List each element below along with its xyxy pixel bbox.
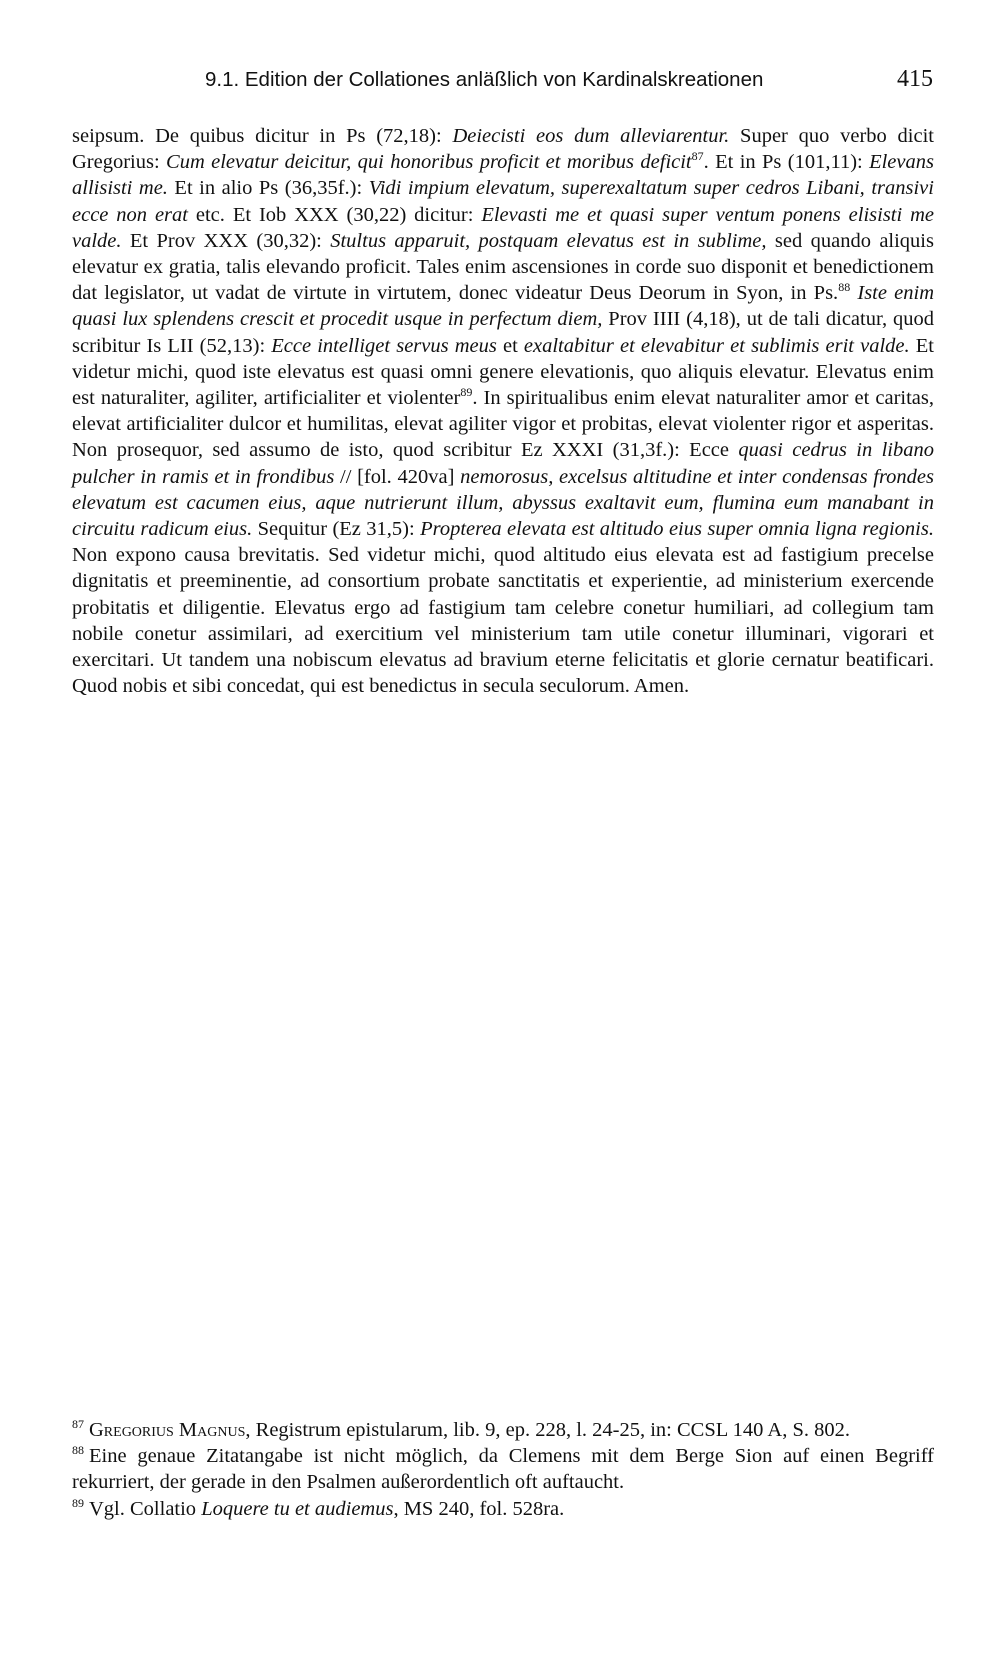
text-run: Non expono causa brevitatis. Sed videtur michi, quod altitudo eius elevata est ad fastigium precelse dignitatis et preeminentie, ad consortium probate sanctitatis et experientie, ad ministerium exercende probitatis et diligentie. Elevatus ergo ad fastigium tam celebre conetur humiliari, ad collegium tam nobile conetur assimilari, ad exercitium vel ministerium tam utile conetur illuminari, vigorari et exercitari. Ut tandem una nobiscum elevatus ad bravium eterne felicitatis et glorie cernatur beatificari. Quod nobis et sibi concedat, qui est benedictus in secula seculorum. Amen. xyxy=(72,544,934,698)
footnote-88 xyxy=(72,1443,934,1495)
text-run: etc. Et Iob XXX (30,22) dicitur: xyxy=(187,203,482,226)
text-run: Et in alio Ps (36,35f.): xyxy=(167,177,369,200)
running-head xyxy=(205,66,933,100)
footnote-ref-87[interactable]: 87 xyxy=(691,149,704,164)
footnote-mark: 88 xyxy=(72,1443,84,1458)
body-paragraph xyxy=(72,123,934,699)
text-run: et xyxy=(496,334,524,357)
page-number: 415 xyxy=(897,66,933,92)
text-run: Sequitur (Ez 31,5): xyxy=(252,518,421,541)
footnote-text: , Registrum epistularum, lib. 9, ep. 228, l. 24-25, in: CCSL 140 A, S. 802. xyxy=(245,1419,850,1441)
text-run: seipsum. De quibus dicitur in Ps (72,18): xyxy=(72,125,453,147)
italic-quote: Stultus apparuit, postquam elevatus est in sublime, xyxy=(330,229,767,252)
italic-quote: Elevans allisisti me. xyxy=(72,151,934,200)
italic-quote: exaltabitur et elevabitur et sublimis erit valde. xyxy=(523,334,910,357)
footnote-author: Gregorius Magnus xyxy=(89,1419,246,1441)
footnote-text: , MS 240, fol. 528ra. xyxy=(393,1497,565,1520)
footnote-title: Loquere tu et audiemus xyxy=(201,1497,394,1520)
text-run: Et Prov XXX (30,32): xyxy=(121,229,331,252)
italic-quote: Elevasti me et quasi super ventum ponens elisisti me valde. xyxy=(72,203,934,252)
italic-quote: Cum elevatur deicitur, qui honoribus proficit et moribus deficit xyxy=(166,151,692,174)
text-run: Prov IIII (4,18), ut de tali dicatur, quod scribitur Is LII (52,13): xyxy=(72,308,934,357)
footnote-mark: 87 xyxy=(72,1417,84,1431)
italic-quote: Vidi impium elevatum, superexaltatum super cedros Libani, transivi ecce non erat xyxy=(72,177,934,226)
footnote-mark: 89 xyxy=(72,1495,84,1510)
italic-quote: Deiecisti eos dum alleviarentur. xyxy=(452,125,730,147)
footnote-89 xyxy=(72,1496,934,1522)
footnote-ref-89[interactable]: 89 xyxy=(460,385,473,400)
footnote-ref-88[interactable]: 88 xyxy=(838,280,851,295)
italic-quote: Ecce intelliget servus meus xyxy=(271,334,497,357)
text-run: Et videtur michi, quod iste elevatus est quasi omni genere elevationis, quo aliquis elevatur. Elevatus enim est naturaliter, agiliter, artificialiter et violenter xyxy=(72,334,934,410)
text-run: . In spiritualibus enim elevat naturaliter amor et caritas, elevat artificialiter dulcor et humilitas, elevat agiliter vigor et probitas, elevat violenter rigor et asperitas. Non prosequor, sed assumo de isto, quod scribitur Ez XXXI (31,3f.): Ecce xyxy=(72,387,934,462)
italic-quote: nemorosus, excelsus altitudine et inter condensas frondes elevatum est cacumen eius, aque nutrierunt illum, abyssus exaltavit eum, flumina eum manabant in circuitu radicum eius. xyxy=(72,465,934,541)
text-run: . Et in Ps (101,11): xyxy=(703,151,870,174)
footnote-text: Vgl. Collatio xyxy=(89,1497,202,1520)
italic-quote: Iste enim quasi lux splendens crescit et procedit usque in perfectum diem, xyxy=(72,282,935,331)
footnote-text: Eine genaue Zitatangabe ist nicht möglich, da Clemens mit dem Berge Sion auf einen Begriff rekurriert, der gerade in den Psalmen außerordentlich oft auftaucht. xyxy=(72,1445,934,1494)
footnotes-section xyxy=(72,1417,934,1522)
italic-quote: quasi cedrus in libano pulcher in ramis et in frondibus xyxy=(72,439,934,488)
running-title: 9.1. Edition der Collationes anläßlich von Kardinalskreationen xyxy=(205,68,764,91)
text-run: sed quando aliquis elevatur ex gratia, talis elevando proficit. Tales enim ascensiones in corde suo disponit et benedictionem dat legislator, ut vadat de virtute in virtutem, donec videatur Deus Deorum in Syon, in Ps. xyxy=(72,229,934,305)
italic-quote: Propterea elevata est altitudo eius super omnia ligna regionis. xyxy=(420,518,934,541)
footnote-87 xyxy=(72,1417,934,1443)
text-run: // [fol. 420va] xyxy=(334,465,461,488)
text-run: Super quo verbo dicit Gregorius: xyxy=(72,125,934,174)
